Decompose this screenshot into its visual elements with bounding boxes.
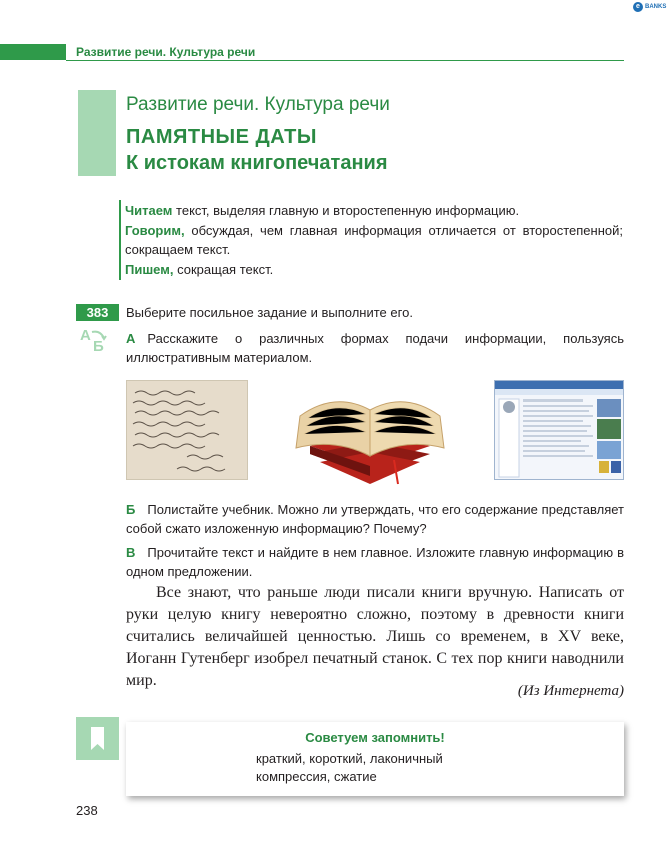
text-source: (Из Интернета) [517,683,624,699]
publisher-logo [633,2,665,12]
header-accent-block [0,44,66,60]
remember-line: компрессия, сжатие [256,769,377,784]
lesson-subtitle: К истокам книгопечатания [126,152,388,174]
goal-verb: Читаем [125,203,173,218]
remember-title: Советуем запомнить! [305,730,445,745]
task-option-b [126,500,624,538]
goals-rule [119,200,121,280]
goal-speaking [125,221,623,259]
goal-text: сокращая текст. [177,262,274,277]
task-option-c [126,543,624,581]
option-letter: А [126,331,136,346]
alphabet-icon [78,326,114,354]
title-accent-bar [78,90,116,176]
task-option-a [126,329,624,367]
option-letter: В [126,545,136,560]
goal-reading [125,201,625,220]
svg-text:А: А [80,327,91,344]
task-instruction: Выберите посильное задание и выполните его. [126,305,413,320]
goal-text: обсуждая, чем главная информация отличается от второстепенной; сокращаем текст. [125,223,624,257]
goal-writing [125,260,273,279]
header-rule [66,60,624,61]
logo-text: BANKS [645,4,667,10]
lesson-title: ПАМЯТНЫЕ ДАТЫ [126,126,317,148]
remember-line: краткий, короткий, лаконичный [256,751,443,766]
option-text: Полистайте учебник. Можно ли утверждать, что его содержание представляет собой сжато изложенную информацию? Почему? [126,502,624,536]
reading-text: Все знают, что раньше люди писали книги вручную. Написать от руки целую книгу невероятно сложно, поэтому в древности книги считались величайшей ценностью. Лишь со временем, в XV веке, Иоганн Гутенберг изобрел печатный станок. С тех пор книги наводнили мир. [126,584,624,689]
goal-text: текст, выделяя главную и второстепенную информацию. [176,203,520,218]
option-letter: Б [126,502,136,517]
svg-text:Б: Б [93,338,104,354]
logo-badge-icon: e [633,2,643,12]
bookmark-icon [76,717,119,760]
running-header-title: Развитие речи. Культура речи [76,45,256,59]
page-number: 238 [76,803,98,818]
lesson-section: Развитие речи. Культура речи [126,94,390,115]
option-text: Расскажите о различных формах подачи информации, пользуясь иллюстративным материалом. [126,331,624,365]
remember-box [126,722,624,796]
goal-verb: Пишем, [125,262,174,277]
task-number-badge: 383 [76,304,119,321]
handwritten-manuscript-image [126,380,248,480]
option-text: Прочитайте текст и найдите в нем главное. Изложите главную информацию в одном предложении. [126,545,624,579]
goal-verb: Говорим, [125,223,185,238]
open-book-image [290,376,450,486]
webpage-screenshot-image [494,380,624,480]
